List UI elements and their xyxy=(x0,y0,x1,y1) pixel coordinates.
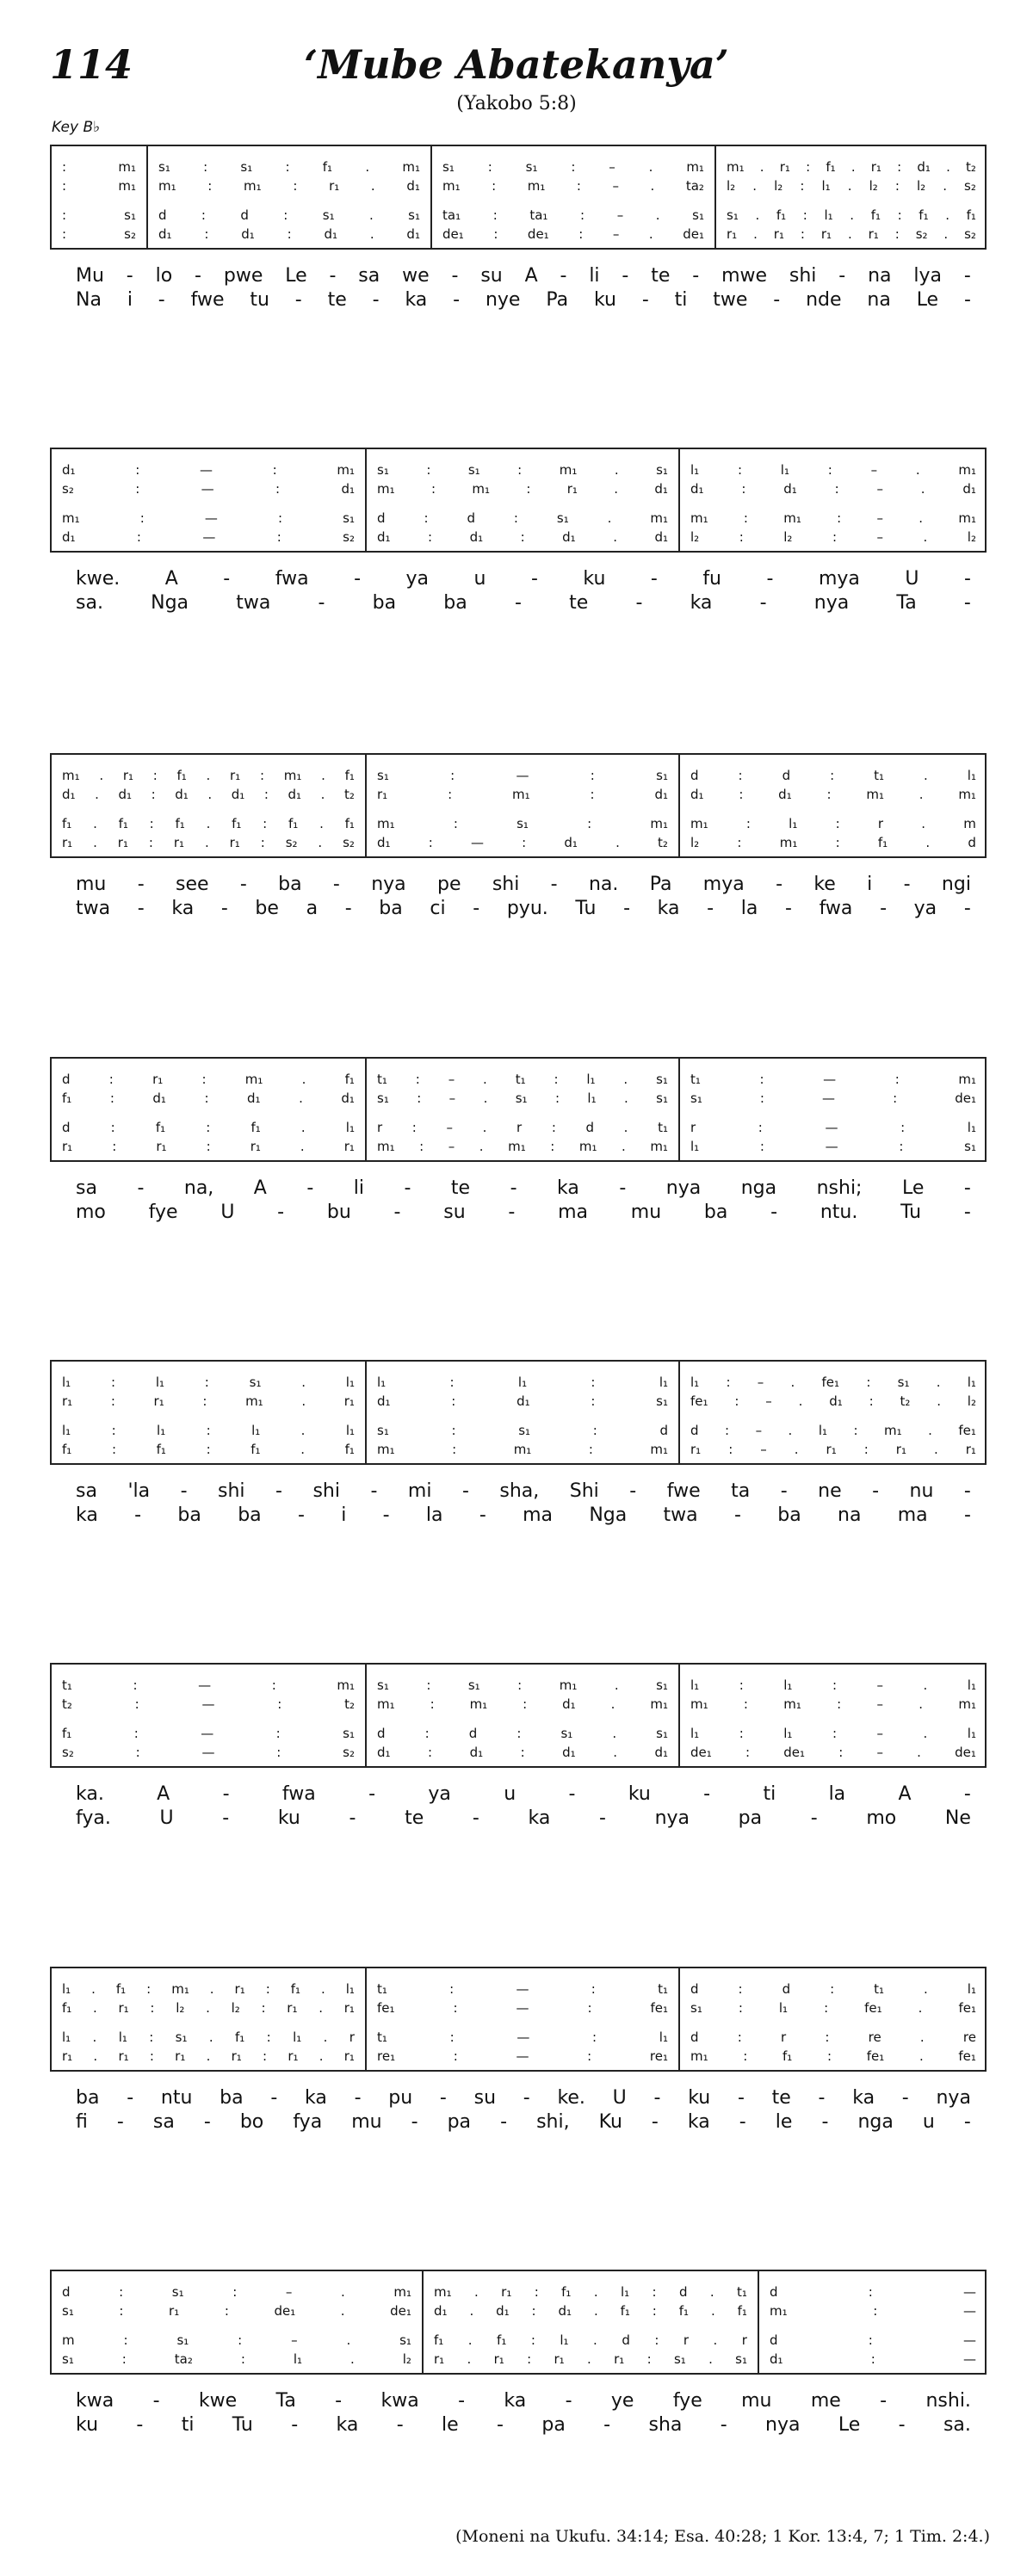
lyric-line: Na i - fwe tu - te - ka - nye Pa ku - ti twe - nde na Le - xyxy=(76,289,971,311)
voice-line: d : d : t₁ . l₁ xyxy=(690,1981,976,1997)
voice-line: s₁ : l₁ : fe₁ . fe₁ xyxy=(690,2000,976,2016)
lyric-line: ka. A - fwa - ya u - ku - ti la A - xyxy=(76,1783,971,1805)
lyric-line: ka - ba ba - i - la - ma Nga twa - ba na ma - xyxy=(76,1504,971,1526)
score-box xyxy=(50,145,987,250)
score-box xyxy=(50,1663,987,1768)
voice-line: ta₁ : ta₁ : – . s₁ xyxy=(442,207,704,223)
voice-line: d₁ : — : s₂ xyxy=(62,529,355,545)
voice-line: t₁ : – . t₁ : l₁ . s₁ xyxy=(377,1072,668,1087)
voice-line: l₁ . l₁ : s₁ . f₁ : l₁ . r xyxy=(62,2029,355,2045)
voice-line: r₁ . r₁ : r₁ . r₁ : s₂ . s₂ xyxy=(727,226,976,242)
voice-line: d₁ : d₁ : d₁ . d₁ xyxy=(158,226,420,242)
voice-line: d₁ : — : d₁ . t₂ xyxy=(377,835,668,850)
voice-line: : s₁ xyxy=(62,207,136,223)
voice-line: l₁ . f₁ : m₁ . r₁ : f₁ . l₁ xyxy=(62,1981,355,1997)
voice-line: f₁ : f₁ : f₁ . f₁ xyxy=(62,1442,355,1457)
lyric-line: Mu - lo - pwe Le - sa we - su A - li - te - mwe shi - na lya - xyxy=(76,265,971,287)
voice-line: d : — xyxy=(770,2332,976,2348)
voice-line: m₁ : — : s₁ xyxy=(62,510,355,526)
voice-line: d₁ : d₁ : – . d₁ xyxy=(690,481,976,497)
measure xyxy=(365,1968,678,2070)
score-box xyxy=(50,753,987,858)
voice-line: m₁ : m₁ : d₁ . m₁ xyxy=(377,1696,668,1712)
lyric-line: twa - ka - be a - ba ci - pyu. Tu - ka - la - fwa - ya - xyxy=(76,898,971,919)
score-box xyxy=(50,2270,987,2375)
voice-line: d₁ . d₁ : d₁ . f₁ : f₁ . f₁ xyxy=(434,2303,747,2319)
music-system xyxy=(50,753,988,925)
voice-line: t₁ : — : m₁ xyxy=(62,1677,355,1693)
voice-line: d : d : s₁ . s₁ xyxy=(377,1726,668,1741)
voice-line: r₁ . r₁ : r₁ . r₁ : r₁ . r₁ xyxy=(62,2048,355,2064)
voice-line: d : – . l₁ : m₁ . fe₁ xyxy=(690,1423,976,1438)
voice-line: d : r₁ : m₁ . f₁ xyxy=(62,1072,355,1087)
voice-line: m : s₁ : – . s₁ xyxy=(62,2332,411,2348)
scripture-reference: (Yakobo 5:8) xyxy=(456,93,577,114)
voice-line: m₁ : m₁ : – . m₁ xyxy=(690,510,976,526)
voice-line: : m₁ xyxy=(62,178,136,194)
voice-line: d₁ : d₁ : s₁ xyxy=(377,1393,668,1409)
measure xyxy=(678,1968,987,2070)
voice-line: s₁ : — : s₁ xyxy=(377,768,668,783)
lyric-line: fya. U - ku - te - ka - nya pa - mo Ne xyxy=(76,1807,971,1829)
voice-line: m₁ : m₁ : r₁ . d₁ xyxy=(377,481,668,497)
voice-line: d₁ : — : m₁ xyxy=(62,462,355,478)
voice-line: s₁ : — : de₁ xyxy=(690,1090,976,1106)
footnote: (Moneni na Ukufu. 34:14; Esa. 40:28; 1 Kor. 13:4, 7; 1 Tim. 2:4.) xyxy=(455,2527,990,2546)
voice-line: t₁ : — : l₁ xyxy=(377,2029,668,2045)
voice-line: d : — xyxy=(770,2284,976,2300)
voice-line: m₁ : m₁ : m₁ xyxy=(377,1442,668,1457)
measure xyxy=(678,1665,987,1766)
voice-line: l₁ : l₁ : – . m₁ xyxy=(690,462,976,478)
voice-line: d₁ . d₁ : d₁ . d₁ : d₁ . t₂ xyxy=(62,787,355,802)
voice-line: d : r : re . re xyxy=(690,2029,976,2045)
voice-line: l₂ . l₂ : l₁ . l₂ : l₂ . s₂ xyxy=(727,178,976,194)
voice-line: : m₁ xyxy=(62,159,136,175)
voice-line: d₁ : d₁ : m₁ . m₁ xyxy=(690,787,976,802)
music-system xyxy=(50,448,988,620)
voice-line: s₁ : – . s₁ : l₁ . s₁ xyxy=(377,1090,668,1106)
voice-line: f₁ . f₁ : f₁ . f₁ : f₁ . f₁ xyxy=(62,816,355,831)
measure xyxy=(52,1362,365,1463)
voice-line: s₂ : — : s₂ xyxy=(62,1745,355,1760)
voice-line: m₁ : m₁ : – . ta₂ xyxy=(442,178,704,194)
voice-line: m₁ . r₁ : f₁ . r₁ : m₁ . f₁ xyxy=(62,768,355,783)
measure xyxy=(52,449,365,551)
voice-line: m₁ . r₁ : f₁ . r₁ : d₁ . t₂ xyxy=(727,159,976,175)
voice-line: s₁ : r₁ : de₁ . de₁ xyxy=(62,2303,411,2319)
lyric-line: mo fye U - bu - su - ma mu ba - ntu. Tu - xyxy=(76,1202,971,1223)
voice-line: f₁ . r₁ : l₂ . l₂ : r₁ . r₁ xyxy=(62,2000,355,2016)
voice-line: s₂ : — : d₁ xyxy=(62,481,355,497)
voice-line: r₁ : m₁ : d₁ xyxy=(377,787,668,802)
voice-line: f₁ : — : s₁ xyxy=(62,1726,355,1741)
lyric-line: kwe. A - fwa - ya u - ku - fu - mya U - xyxy=(76,568,971,590)
voice-line: f₁ : d₁ : d₁ . d₁ xyxy=(62,1090,355,1106)
measure xyxy=(52,146,146,248)
music-system xyxy=(50,1057,988,1229)
voice-line: m₁ : l₁ : r . m xyxy=(690,816,976,831)
voice-line: m₁ : f₁ : fe₁ . fe₁ xyxy=(690,2048,976,2064)
voice-line: fe₁ : — : fe₁ xyxy=(377,2000,668,2016)
voice-line: m₁ . r₁ : f₁ . l₁ : d . t₁ xyxy=(434,2284,747,2300)
voice-line: l₁ : — : s₁ xyxy=(690,1139,976,1154)
key-signature: Key B♭ xyxy=(52,119,101,136)
voice-line: fe₁ : – . d₁ : t₂ . l₂ xyxy=(690,1393,976,1409)
voice-line: m₁ : — xyxy=(770,2303,976,2319)
voice-line: d : f₁ : f₁ . l₁ xyxy=(62,1120,355,1135)
voice-line: r₁ : r₁ : r₁ . r₁ xyxy=(62,1139,355,1154)
hymn-number: 114 xyxy=(50,41,133,88)
music-system xyxy=(50,1360,988,1532)
music-system xyxy=(50,1967,988,2139)
voice-line: d : d : s₁ . s₁ xyxy=(158,207,420,223)
measure xyxy=(678,1362,987,1463)
measure xyxy=(365,449,678,551)
voice-line: d₁ : d₁ : d₁ . d₁ xyxy=(377,529,668,545)
voice-line: s₁ : s₁ : m₁ . s₁ xyxy=(377,462,668,478)
voice-line: s₁ : s₁ : – . m₁ xyxy=(442,159,704,175)
voice-line: l₁ : l₁ : s₁ . l₁ xyxy=(62,1374,355,1390)
score-box xyxy=(50,1057,987,1162)
measure xyxy=(52,2271,422,2373)
lyric-line: sa - na, A - li - te - ka - nya nga nshi; Le - xyxy=(76,1177,971,1199)
music-system xyxy=(50,145,988,317)
voice-line: m₁ : m₁ : – . m₁ xyxy=(690,1696,976,1712)
measure xyxy=(146,146,430,248)
voice-line: s₁ : ta₂ : l₁ . l₂ xyxy=(62,2351,411,2367)
music-system xyxy=(50,1663,988,1835)
voice-line: l₂ : l₂ : – . l₂ xyxy=(690,529,976,545)
voice-line: de₁ : de₁ : – . de₁ xyxy=(690,1745,976,1760)
voice-line: r : — : l₁ xyxy=(690,1120,976,1135)
voice-line: m₁ : s₁ : m₁ xyxy=(377,816,668,831)
voice-line: s₁ : s₁ : f₁ . m₁ xyxy=(158,159,420,175)
voice-line: s₁ . f₁ : l₁ . f₁ : f₁ . f₁ xyxy=(727,207,976,223)
voice-line: d : d : t₁ . l₁ xyxy=(690,768,976,783)
measure xyxy=(678,1059,987,1160)
voice-line: r : – . r : d . t₁ xyxy=(377,1120,668,1135)
voice-line: l₁ : l₁ : – . l₁ xyxy=(690,1677,976,1693)
hymn-title: ‘Mube Abatekanya’ xyxy=(304,41,729,88)
score-box xyxy=(50,1360,987,1465)
lyric-line: fi - sa - bo fya mu - pa - shi, Ku - ka - le - nga u - xyxy=(76,2111,971,2133)
measure xyxy=(365,1059,678,1160)
voice-line: l₁ : l₁ : l₁ xyxy=(377,1374,668,1390)
measure xyxy=(422,2271,758,2373)
lyric-line: ba - ntu ba - ka - pu - su - ke. U - ku - te - ka - nya xyxy=(76,2087,971,2109)
voice-line: l₁ : l₁ : – . l₁ xyxy=(690,1726,976,1741)
measure xyxy=(52,1059,365,1160)
voice-line: t₁ : — : t₁ xyxy=(377,1981,668,1997)
music-system xyxy=(50,2270,988,2442)
voice-line: l₁ : – . fe₁ : s₁ . l₁ xyxy=(690,1374,976,1390)
voice-line: s₁ : s₁ : d xyxy=(377,1423,668,1438)
measure xyxy=(52,1665,365,1766)
voice-line: f₁ . f₁ : l₁ . d : r . r xyxy=(434,2332,747,2348)
measure xyxy=(714,146,987,248)
voice-line: d : s₁ : – . m₁ xyxy=(62,2284,411,2300)
measure xyxy=(678,755,987,856)
score-box xyxy=(50,1967,987,2072)
measure xyxy=(365,1362,678,1463)
voice-line: r₁ . r₁ : r₁ . r₁ : s₁ . s₁ xyxy=(434,2351,747,2367)
voice-line: l₂ : m₁ : f₁ . d xyxy=(690,835,976,850)
measure xyxy=(758,2271,987,2373)
score-box xyxy=(50,448,987,553)
voice-line: m₁ : – . m₁ : m₁ . m₁ xyxy=(377,1139,668,1154)
voice-line: t₁ : — : m₁ xyxy=(690,1072,976,1087)
voice-line: m₁ : m₁ : r₁ . d₁ xyxy=(158,178,420,194)
voice-line: t₂ : — : t₂ xyxy=(62,1696,355,1712)
lyric-line: sa. Nga twa - ba ba - te - ka - nya Ta - xyxy=(76,592,971,614)
voice-line: l₁ : l₁ : l₁ . l₁ xyxy=(62,1423,355,1438)
measure xyxy=(365,1665,678,1766)
lyric-line: sa 'la - shi - shi - mi - sha, Shi - fwe ta - ne - nu - xyxy=(76,1480,971,1502)
voice-line: d₁ : d₁ : d₁ . d₁ xyxy=(377,1745,668,1760)
measure xyxy=(52,1968,365,2070)
measure xyxy=(365,755,678,856)
voice-line: s₁ : s₁ : m₁ . s₁ xyxy=(377,1677,668,1693)
measure xyxy=(678,449,987,551)
voice-line: d : d : s₁ . m₁ xyxy=(377,510,668,526)
voice-line: re₁ : — : re₁ xyxy=(377,2048,668,2064)
lyric-line: kwa - kwe Ta - kwa - ka - ye fye mu me - nshi. xyxy=(76,2390,971,2412)
lyric-line: ku - ti Tu - ka - le - pa - sha - nya Le - sa. xyxy=(76,2414,971,2436)
measure xyxy=(430,146,714,248)
voice-line: d₁ : — xyxy=(770,2351,976,2367)
voice-line: r₁ : – . r₁ : r₁ . r₁ xyxy=(690,1442,976,1457)
voice-line: r₁ : r₁ : m₁ . r₁ xyxy=(62,1393,355,1409)
measure xyxy=(52,755,365,856)
lyric-line: mu - see - ba - nya pe shi - na. Pa mya - ke i - ngi xyxy=(76,874,971,895)
voice-line: : s₂ xyxy=(62,226,136,242)
voice-line: de₁ : de₁ : – . de₁ xyxy=(442,226,704,242)
voice-line: r₁ . r₁ : r₁ . r₁ : s₂ . s₂ xyxy=(62,835,355,850)
